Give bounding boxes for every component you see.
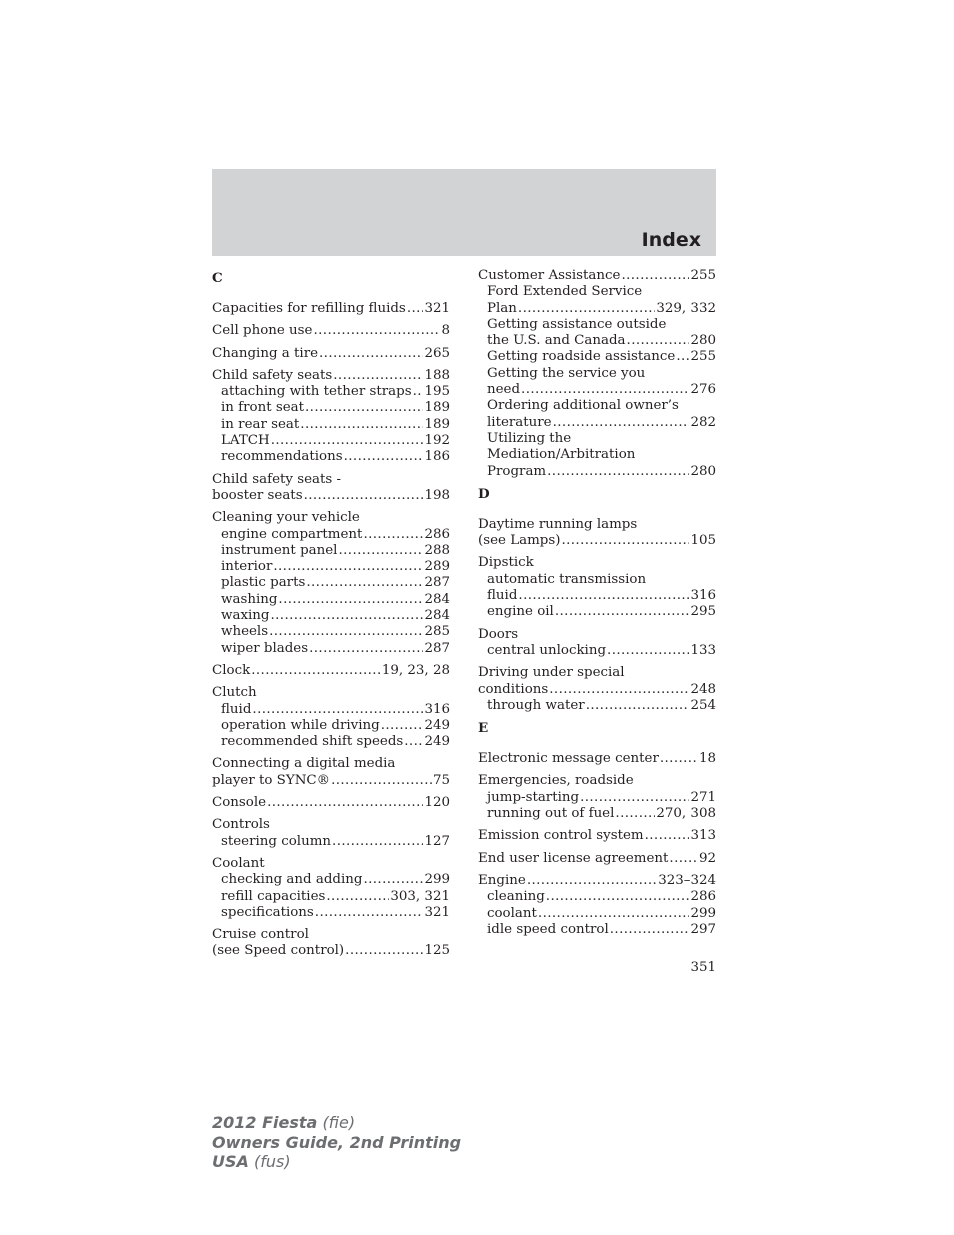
index-subentry <box>212 872 450 888</box>
dot-leader <box>333 368 423 384</box>
index-entry <box>212 368 450 466</box>
entry-page-ref[interactable]: 92 <box>698 850 716 866</box>
index-heading <box>478 555 716 571</box>
entry-text: running out of fuel <box>487 806 615 822</box>
index-subentry <box>212 624 450 640</box>
dot-leader <box>627 333 690 349</box>
entry-text: Connecting a digital media <box>212 756 396 772</box>
index-entry <box>478 665 716 714</box>
entry-text: Cell phone use <box>212 323 313 339</box>
index-entry <box>212 685 450 750</box>
entry-text: checking and adding <box>221 872 363 888</box>
dot-leader <box>521 382 689 398</box>
entry-text: cleaning <box>487 889 545 905</box>
entry-page-ref[interactable]: 299 <box>690 905 716 921</box>
entry-text: Ordering additional owner’s <box>487 398 679 414</box>
entry-page-ref[interactable]: 18 <box>698 751 716 767</box>
entry-page-ref[interactable]: 299 <box>424 872 450 888</box>
index-heading <box>212 510 450 526</box>
dot-leader <box>615 806 655 822</box>
entry-text: Child safety seats <box>212 367 333 383</box>
index-heading <box>478 517 716 533</box>
index-entry <box>478 828 716 844</box>
entry-page-ref[interactable]: 297 <box>690 921 716 937</box>
entry-page-ref[interactable]: 265 <box>424 345 450 361</box>
entry-text: need <box>487 382 521 398</box>
index-entry <box>212 346 450 362</box>
entry-page-ref[interactable]: 198 <box>424 487 450 503</box>
entry-page-ref[interactable]: 323–324 <box>658 872 716 888</box>
index-subentry <box>212 608 450 624</box>
dot-leader <box>547 464 689 480</box>
dot-leader <box>555 604 690 620</box>
entry-page-ref[interactable]: 255 <box>690 268 716 283</box>
dot-leader <box>381 718 424 734</box>
dot-leader <box>269 624 423 640</box>
entry-text: fluid <box>487 588 518 604</box>
entry-page-ref[interactable]: 270, 308 <box>656 806 716 822</box>
entry-page-ref[interactable]: 287 <box>424 575 450 591</box>
entry-text: operation while driving <box>221 717 380 733</box>
entry-page-ref[interactable]: 249 <box>424 717 450 733</box>
dot-leader <box>549 682 689 698</box>
entry-text: (see Speed control) <box>212 943 345 959</box>
entry-page-ref[interactable]: 189 <box>424 416 450 432</box>
index-heading <box>212 856 450 872</box>
entry-text: Utilizing the <box>487 430 572 446</box>
entry-page-ref[interactable]: 316 <box>424 701 450 717</box>
entry-page-ref[interactable]: 282 <box>690 414 716 430</box>
entry-text: booster seats <box>212 487 303 503</box>
entry-page-ref[interactable]: 271 <box>690 789 716 805</box>
index-entry <box>212 301 450 317</box>
index-subentry <box>212 834 450 850</box>
index-subentry <box>478 588 716 604</box>
index-entry <box>212 856 450 921</box>
entry-text: washing <box>221 591 278 607</box>
index-heading <box>212 817 450 833</box>
entry-text: Getting the service you <box>487 365 646 381</box>
entry-text: Getting assistance outside <box>487 316 667 332</box>
dot-leader <box>319 346 423 362</box>
index-heading <box>212 685 450 701</box>
entry-page-ref[interactable]: 195 <box>424 384 450 400</box>
dot-leader <box>309 641 423 657</box>
entry-text: Driving under special <box>478 665 625 681</box>
footer-line-2: Owners Guide, 2nd Printing <box>212 1132 462 1152</box>
index-subentry <box>478 317 716 333</box>
entry-text: Clutch <box>212 685 257 701</box>
index-subentry <box>212 641 450 657</box>
section-letter: C <box>212 270 223 286</box>
dot-leader <box>304 488 424 504</box>
dot-leader <box>645 828 690 844</box>
dot-leader <box>267 795 423 811</box>
entry-text: Ford Extended Service <box>487 284 643 300</box>
dot-leader <box>326 889 389 905</box>
index-subentry <box>212 889 450 905</box>
entry-page-ref[interactable]: 186 <box>424 449 450 465</box>
entry-page-ref[interactable]: 288 <box>424 542 450 558</box>
entry-text: Emergencies, roadside <box>478 773 634 789</box>
entry-page-ref[interactable]: 284 <box>424 608 450 624</box>
index-heading <box>212 323 450 339</box>
entry-page-ref[interactable]: 286 <box>424 526 450 542</box>
entry-text: End user license agreement <box>478 850 669 866</box>
index-subentry <box>212 527 450 543</box>
index-entry <box>478 627 716 660</box>
dot-leader <box>407 301 424 317</box>
index-heading <box>478 851 716 867</box>
page-title: Index <box>641 229 701 251</box>
index-entry <box>478 555 716 620</box>
index-subentry <box>478 333 716 349</box>
index-subentry <box>478 301 716 317</box>
entry-page-ref[interactable]: 313 <box>690 828 716 844</box>
index-heading <box>478 873 716 889</box>
index-subentry <box>478 431 716 447</box>
entry-text: Capacities for refilling fluids <box>212 301 406 316</box>
index-entry <box>478 517 716 550</box>
entry-text: Cruise control <box>212 927 309 943</box>
entry-page-ref[interactable]: 192 <box>424 433 450 449</box>
dot-leader <box>621 268 689 284</box>
entry-text: central unlocking <box>487 642 607 658</box>
entry-text: specifications <box>221 904 314 920</box>
index-column-left <box>212 268 450 966</box>
footer-model: 2012 Fiesta <box>212 1113 318 1132</box>
entry-text: idle speed control <box>487 921 609 937</box>
entry-page-ref[interactable]: 120 <box>424 795 450 811</box>
index-heading <box>478 627 716 643</box>
index-entry <box>212 323 450 339</box>
dot-leader <box>332 834 423 850</box>
entry-page-ref[interactable]: 289 <box>424 559 450 575</box>
index-entry <box>212 472 450 505</box>
entry-page-ref[interactable]: 249 <box>424 734 450 750</box>
dot-leader <box>610 922 690 938</box>
index-heading <box>212 663 450 679</box>
dot-leader <box>278 592 423 608</box>
entry-text: Daytime running lamps <box>478 516 638 532</box>
index-subentry <box>478 604 716 620</box>
index-subentry <box>478 790 716 806</box>
index-subentry <box>212 433 450 449</box>
entry-page-ref[interactable]: 284 <box>424 591 450 607</box>
entry-text: Mediation/Arbitration <box>487 447 636 463</box>
entry-text: Program <box>487 463 547 479</box>
index-subentry <box>478 415 716 431</box>
index-subentry <box>478 464 716 480</box>
dot-leader <box>345 943 423 959</box>
entry-page-ref[interactable]: 127 <box>424 833 450 849</box>
entry-text: attaching with tether straps <box>221 384 412 400</box>
index-heading <box>478 665 716 681</box>
entry-page-ref[interactable]: 280 <box>690 463 716 479</box>
index-subentry <box>478 643 716 659</box>
dot-leader <box>363 527 423 543</box>
dot-leader <box>270 608 423 624</box>
dot-leader <box>338 543 423 559</box>
entry-text: conditions <box>478 681 549 697</box>
entry-text: player to SYNC® <box>212 772 331 788</box>
index-heading <box>212 943 450 959</box>
index-entry <box>478 773 716 822</box>
entry-text: in rear seat <box>221 416 300 432</box>
entry-text: Cleaning your vehicle <box>212 510 360 526</box>
entry-page-ref[interactable]: 316 <box>690 588 716 604</box>
entry-text: recommendations <box>221 449 343 465</box>
index-heading <box>212 756 450 772</box>
entry-text: engine compartment <box>221 526 363 542</box>
entry-page-ref[interactable]: 255 <box>690 349 716 365</box>
entry-page-ref[interactable]: 125 <box>424 943 450 959</box>
entry-page-ref[interactable]: 286 <box>690 889 716 905</box>
index-heading <box>212 795 450 811</box>
dot-leader <box>518 588 689 604</box>
entry-page-ref[interactable]: 287 <box>424 640 450 656</box>
dot-leader <box>561 533 689 549</box>
index-subentry <box>212 400 450 416</box>
entry-page-ref[interactable]: 276 <box>690 382 716 398</box>
dot-leader <box>413 384 424 400</box>
index-subentry <box>212 417 450 433</box>
dot-leader <box>300 417 423 433</box>
entry-page-ref[interactable]: 189 <box>424 400 450 416</box>
entry-text: Customer Assistance <box>478 268 621 283</box>
index-subentry <box>478 284 716 300</box>
entry-page-ref[interactable]: 75 <box>432 772 450 788</box>
dot-leader <box>607 643 689 659</box>
index-heading <box>212 472 450 488</box>
entry-text: plastic parts <box>221 575 306 591</box>
entry-text: waxing <box>221 608 270 624</box>
header-band <box>212 169 716 256</box>
entry-text: Dipstick <box>478 555 534 571</box>
entry-text: steering column <box>221 833 332 849</box>
index-subentry <box>212 543 450 559</box>
index-heading <box>212 346 450 362</box>
dot-leader <box>660 751 698 767</box>
entry-page-ref[interactable]: 321 <box>424 904 450 920</box>
dot-leader <box>252 702 423 718</box>
dot-leader <box>251 663 381 679</box>
entry-text: Clock <box>212 662 251 678</box>
index-heading <box>478 828 716 844</box>
entry-page-ref[interactable]: 303, 321 <box>390 888 450 904</box>
entry-page-ref[interactable]: 329, 332 <box>656 300 716 316</box>
index-heading <box>478 751 716 767</box>
dot-leader <box>305 400 423 416</box>
index-entry <box>478 873 716 938</box>
dot-leader <box>546 889 690 905</box>
entry-text: Console <box>212 795 267 811</box>
dot-leader <box>271 433 424 449</box>
index-heading <box>478 682 716 698</box>
index-subentry <box>478 398 716 414</box>
index-subentry <box>478 906 716 922</box>
index-entry <box>212 756 450 789</box>
index-heading <box>212 773 450 789</box>
index-subentry <box>212 905 450 921</box>
entry-text: Controls <box>212 817 270 833</box>
index-subentry <box>478 889 716 905</box>
index-column-right <box>478 268 716 944</box>
footer-line-1 <box>212 1113 461 1133</box>
dot-leader <box>306 575 423 591</box>
footer-region-code: (fus) <box>254 1152 291 1171</box>
entry-text: jump-starting <box>487 789 580 805</box>
index-subentry <box>478 698 716 714</box>
entry-text: wheels <box>221 624 269 640</box>
entry-text: recommended shift speeds <box>221 734 404 750</box>
index-heading <box>212 301 450 317</box>
dot-leader <box>538 906 690 922</box>
entry-text: coolant <box>487 905 537 921</box>
index-subentry <box>212 734 450 750</box>
dot-leader <box>527 873 657 889</box>
entry-text: interior <box>221 559 273 575</box>
entry-page-ref[interactable]: 280 <box>690 333 716 349</box>
index-subentry <box>212 702 450 718</box>
entry-page-ref[interactable]: 321 <box>424 301 450 316</box>
footer <box>212 1113 461 1172</box>
index-heading <box>478 773 716 789</box>
index-entry <box>212 927 450 960</box>
dot-leader <box>344 449 424 465</box>
index-heading <box>478 533 716 549</box>
index-entry <box>212 510 450 657</box>
entry-text: Changing a tire <box>212 345 319 361</box>
entry-text: engine oil <box>487 604 554 620</box>
entry-text: Getting roadside assistance <box>487 349 676 365</box>
dot-leader <box>363 872 423 888</box>
entry-text: the U.S. and Canada <box>487 333 626 349</box>
index-subentry <box>212 575 450 591</box>
dot-leader <box>676 349 689 365</box>
entry-text: Doors <box>478 626 519 642</box>
dot-leader <box>586 698 690 714</box>
index-heading <box>212 488 450 504</box>
entry-text: Plan <box>487 300 517 316</box>
entry-text: in front seat <box>221 400 305 416</box>
index-heading <box>212 927 450 943</box>
entry-text: instrument panel <box>221 542 338 558</box>
dot-leader <box>273 559 423 575</box>
entry-text: automatic transmission <box>487 571 647 587</box>
entry-text: fluid <box>221 701 252 717</box>
dot-leader <box>518 301 655 317</box>
index-entry <box>212 663 450 679</box>
entry-text: Emission control system <box>478 828 644 844</box>
entry-text: literature <box>487 414 552 430</box>
entry-page-ref[interactable]: 105 <box>690 533 716 549</box>
index-subentry <box>212 592 450 608</box>
entry-page-ref[interactable]: 295 <box>690 604 716 620</box>
entry-text: Engine <box>478 872 526 888</box>
dot-leader <box>313 323 440 339</box>
page-number: 351 <box>690 960 716 975</box>
dot-leader <box>404 734 423 750</box>
index-subentry <box>212 559 450 575</box>
index-subentry <box>478 366 716 382</box>
index-subentry <box>478 447 716 463</box>
index-subentry <box>478 382 716 398</box>
entry-text: LATCH <box>221 433 270 449</box>
index-entry <box>478 268 716 480</box>
index-heading <box>212 368 450 384</box>
entry-page-ref[interactable]: 188 <box>424 367 450 383</box>
dot-leader <box>580 790 689 806</box>
section-letter: E <box>478 720 489 737</box>
entry-page-ref[interactable]: 8 <box>441 323 450 339</box>
index-subentry <box>478 349 716 365</box>
footer-region: USA <box>212 1152 249 1171</box>
entry-page-ref[interactable]: 133 <box>690 642 716 658</box>
index-entry <box>478 751 716 767</box>
index-subentry <box>212 718 450 734</box>
dot-leader <box>553 415 690 431</box>
index-subentry <box>212 384 450 400</box>
entry-text: Electronic message center <box>478 751 659 767</box>
entry-page-ref[interactable]: 248 <box>690 681 716 697</box>
footer-line-3 <box>212 1152 461 1172</box>
section-letter: D <box>478 485 490 502</box>
index-subentry <box>478 572 716 588</box>
index-entry <box>212 817 450 850</box>
entry-page-ref[interactable]: 285 <box>424 624 450 640</box>
entry-text: Child safety seats - <box>212 471 342 487</box>
footer-model-code: (fie) <box>322 1113 356 1132</box>
index-entry <box>478 851 716 867</box>
dot-leader <box>331 773 432 789</box>
entry-page-ref[interactable]: 254 <box>690 697 716 713</box>
dot-leader <box>315 905 424 921</box>
entry-text: Coolant <box>212 855 265 871</box>
index-subentry <box>478 922 716 938</box>
entry-text: refill capacities <box>221 888 326 904</box>
entry-text: wiper blades <box>221 640 309 656</box>
index-subentry <box>478 806 716 822</box>
index-subentry <box>212 449 450 465</box>
index-heading <box>478 268 716 284</box>
entry-page-ref[interactable]: 19, 23, 28 <box>381 662 450 678</box>
index-entry <box>212 795 450 811</box>
entry-text: (see Lamps) <box>478 533 561 549</box>
dot-leader <box>669 851 698 867</box>
entry-text: through water <box>487 697 585 713</box>
